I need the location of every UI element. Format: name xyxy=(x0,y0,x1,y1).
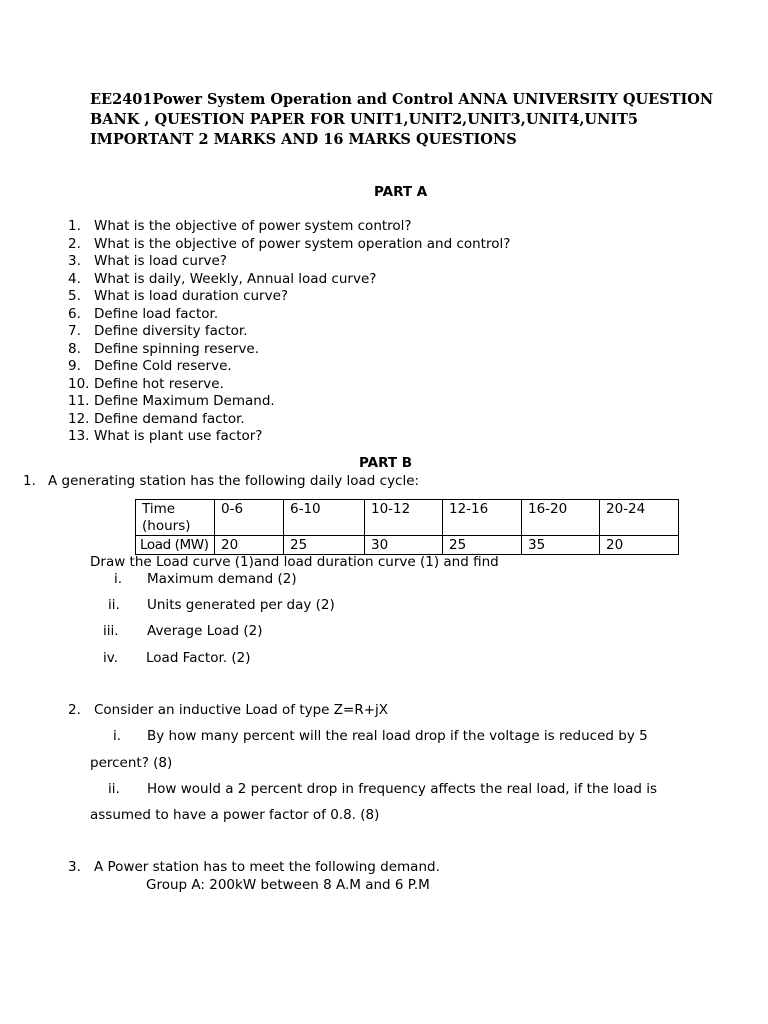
question-2-number: 2. xyxy=(68,702,81,718)
subquestion-text: By how many percent will the real load drop if the voltage is reduced by 5 xyxy=(147,728,648,744)
question-text: Define spinning reserve. xyxy=(94,340,260,357)
part-a-question-list xyxy=(68,218,510,446)
question-text: What is plant use factor? xyxy=(94,428,263,444)
title-line-3: IMPORTANT 2 MARKS AND 16 MARKS QUESTIONS xyxy=(90,131,517,148)
question-number: 11. xyxy=(68,393,90,409)
question-number: 1. xyxy=(68,218,81,234)
subquestion-text: How would a 2 percent drop in frequency affects the real load, if the load is xyxy=(147,781,658,797)
question-text: What is load duration curve? xyxy=(94,288,289,304)
subquestion-text-continued: percent? (8) xyxy=(90,755,173,771)
table-row xyxy=(136,500,679,536)
list-item xyxy=(68,428,510,446)
question-3-number: 3. xyxy=(68,859,81,875)
subquestion-number: iii. xyxy=(103,623,119,639)
question-text: Define diversity factor. xyxy=(94,323,248,339)
list-item xyxy=(68,376,510,394)
question-text: Define Cold reserve. xyxy=(94,358,232,374)
table-cell: 10-12 xyxy=(365,500,443,536)
question-text: Define hot reserve. xyxy=(94,375,224,392)
table-cell: 12-16 xyxy=(443,500,522,536)
list-item xyxy=(68,218,510,236)
question-number: 6. xyxy=(68,305,81,322)
list-item xyxy=(68,393,510,411)
question-number: 8. xyxy=(68,340,81,357)
list-item xyxy=(68,323,510,341)
question-number: 9. xyxy=(68,358,81,374)
title-line-2: BANK , QUESTION PAPER FOR UNIT1,UNIT2,UNIT3,UNIT4,UNIT5 xyxy=(90,111,638,128)
question-1-number: 1. xyxy=(23,473,36,489)
part-a-heading: PART A xyxy=(374,184,428,200)
table-cell: 20-24 xyxy=(600,500,679,536)
question-text: Define Maximum Demand. xyxy=(94,393,275,409)
question-number: 12. xyxy=(68,410,90,427)
question-number: 2. xyxy=(68,235,81,252)
question-text: What is daily, Weekly, Annual load curve? xyxy=(94,270,377,287)
list-item xyxy=(68,253,510,271)
question-2-text: Consider an inductive Load of type Z=R+jX xyxy=(94,702,389,718)
list-item xyxy=(68,341,510,359)
hours-label: (hours) xyxy=(142,518,191,534)
question-text: What is the objective of power system operation and control? xyxy=(94,235,511,252)
question-number: 7. xyxy=(68,323,81,339)
list-item xyxy=(68,288,510,306)
question-1-text: A generating station has the following daily load cycle: xyxy=(48,473,420,489)
list-item xyxy=(68,271,510,289)
question-number: 13. xyxy=(68,428,90,444)
table-header-cell: Load (MW) xyxy=(136,536,215,555)
question-number: 10. xyxy=(68,375,90,392)
subquestion-number: iv. xyxy=(103,650,118,666)
question-number: 5. xyxy=(68,288,81,304)
list-item xyxy=(68,236,510,254)
table-cell: 35 xyxy=(522,536,600,555)
table-row xyxy=(136,536,679,555)
subquestion-number: ii. xyxy=(108,781,120,797)
question-3-text: A Power station has to meet the following demand. xyxy=(94,859,440,875)
subquestion-text: Units generated per day (2) xyxy=(147,597,335,613)
subquestion-text: Load Factor. (2) xyxy=(146,650,251,666)
question-text: What is load curve? xyxy=(94,253,227,269)
table-cell: 20 xyxy=(215,536,284,555)
question-1-instruction: Draw the Load curve (1)and load duration curve (1) and find xyxy=(90,554,499,570)
table-cell: 25 xyxy=(443,536,522,555)
load-cycle-table xyxy=(135,499,679,555)
table-cell: 30 xyxy=(365,536,443,555)
list-item xyxy=(68,306,510,324)
question-number: 4. xyxy=(68,270,81,287)
table-cell: 20 xyxy=(600,536,679,555)
subquestion-number: i. xyxy=(114,571,123,587)
document-title xyxy=(90,90,714,150)
subquestion-number: i. xyxy=(113,728,122,744)
subquestion-text: Average Load (2) xyxy=(147,623,263,639)
list-item xyxy=(68,411,510,429)
table-cell: 16-20 xyxy=(522,500,600,536)
table-cell: 25 xyxy=(284,536,365,555)
group-a-demand: Group A: 200kW between 8 A.M and 6 P.M xyxy=(146,877,430,893)
list-item xyxy=(68,358,510,376)
title-line-1: EE2401Power System Operation and Control ANNA UNIVERSITY QUESTION xyxy=(90,91,714,108)
subquestion-text: Maximum demand (2) xyxy=(147,571,297,587)
table-cell: 0-6 xyxy=(215,500,284,536)
subquestion-number: ii. xyxy=(108,597,120,613)
question-text: What is the objective of power system control? xyxy=(94,218,412,234)
table-header-cell xyxy=(136,500,215,536)
question-number: 3. xyxy=(68,253,81,269)
subquestion-text-continued: assumed to have a power factor of 0.8. (8) xyxy=(90,807,380,823)
time-label: Time xyxy=(142,501,176,517)
question-text: Define demand factor. xyxy=(94,410,245,427)
question-text: Define load factor. xyxy=(94,305,219,322)
part-b-heading: PART B xyxy=(359,455,413,471)
table-cell: 6-10 xyxy=(284,500,365,536)
